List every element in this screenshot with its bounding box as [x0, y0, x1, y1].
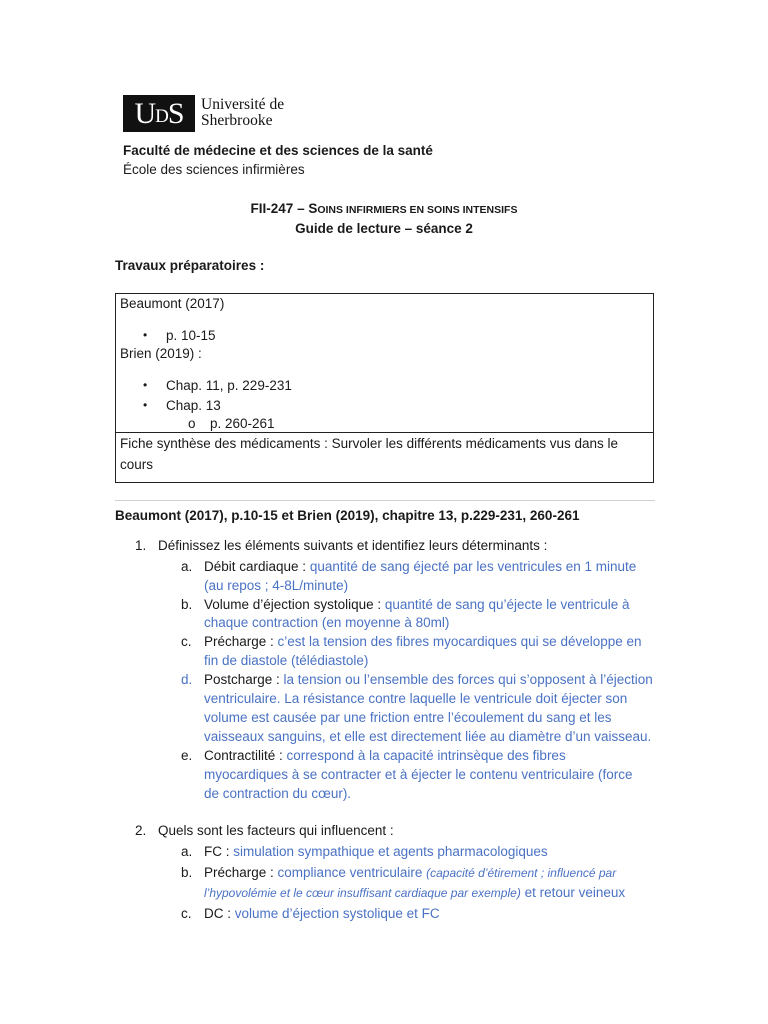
prep-heading: Travaux préparatoires : [115, 258, 265, 273]
q2b-answer-1-italic: (capacité d’étirement ; influencé par [426, 866, 617, 880]
fiche-line-2: cours [120, 457, 154, 472]
q1d-label: Postcharge : [204, 672, 284, 687]
course-name-rest: OINS INFIRMIERS EN SOINS INTENSIFS [317, 204, 518, 216]
q2b-answer-2: et retour veineux [520, 885, 626, 900]
q1e-line-2: myocardiques à se contracter et à éjecter le contenu ventriculaire (force [204, 767, 633, 782]
ref-brien-chap13-pages: p. 260-261 [210, 416, 275, 431]
q2c-line [204, 904, 440, 923]
school-name: École des sciences infirmières [123, 162, 305, 177]
q1-text: Définissez les éléments suivants et identifiez leurs déterminants : [158, 538, 548, 553]
q2c-answer: volume d’éjection systolique et FC [234, 906, 440, 921]
logo-mark-s: S [167, 97, 184, 130]
q2c-letter: c. [181, 906, 192, 921]
q2b-answer-2-italic: l’hypovolémie et le cœur insuffisant cardiaque par exemple) [204, 886, 521, 900]
q1a-line-2: (au repos ; 4-8L/minute) [204, 578, 349, 593]
q2a-line [204, 842, 548, 861]
course-name-first: S [308, 201, 318, 216]
q2b-answer-1: compliance ventriculaire [277, 865, 427, 880]
q1d-line-3: volume est causée par une friction entre l’écoulement du sang et les [204, 710, 612, 725]
q2b-label: Précharge : [204, 865, 278, 880]
logo-mark-d: D [155, 106, 168, 127]
section-divider [115, 500, 655, 501]
q1b-line-2: chaque contraction (en moyenne à 80ml) [204, 615, 450, 630]
uds-logo-text [201, 97, 284, 129]
logo-line-1: Université de [201, 96, 285, 113]
logo-line-2: Sherbrooke [201, 112, 273, 129]
q1a-label: Débit cardiaque : [204, 559, 310, 574]
faculty-name: Faculté de médecine et des sciences de la santé [123, 143, 433, 158]
q2c-label: DC : [204, 906, 235, 921]
q2b-line-1 [204, 863, 616, 883]
q1e-line-1 [204, 746, 566, 765]
q1c-answer: c’est la tension des fibres myocardiques qui se développe en [277, 634, 642, 649]
fiche-line-1: Fiche synthèse des médicaments : Survoler les différents médicaments vus dans le [120, 436, 618, 451]
q1d-letter: d. [181, 672, 193, 687]
q2a-letter: a. [181, 844, 193, 859]
guide-subtitle: Guide de lecture – séance 2 [295, 221, 473, 236]
q1d-answer: la tension ou l’ensemble des forces qui s’opposent à l’éjection [283, 672, 653, 687]
bullet: • [143, 378, 148, 392]
course-title [0, 199, 768, 220]
q1c-label: Précharge : [204, 634, 278, 649]
q2-number: 2. [135, 823, 147, 838]
sub-bullet: o [188, 416, 196, 431]
prep-box-divider [115, 432, 654, 433]
q1e-label: Contractilité : [204, 748, 287, 763]
ref-beaumont: Beaumont (2017) [120, 296, 225, 311]
q1b-letter: b. [181, 597, 193, 612]
logo-mark-u: U [134, 97, 156, 130]
uds-logo-mark [123, 95, 195, 132]
q1e-line-3: de contraction du cœur). [204, 786, 352, 801]
ref-beaumont-pages: p. 10-15 [166, 328, 216, 343]
section-heading: Beaumont (2017), p.10-15 et Brien (2019), chapitre 13, p.229-231, 260-261 [115, 508, 580, 523]
q2b-line-2 [204, 883, 625, 903]
ref-brien-chap11: Chap. 11, p. 229-231 [166, 378, 292, 393]
q1d-line-1 [204, 670, 653, 689]
ref-brien-chap13: Chap. 13 [166, 398, 221, 413]
q1a-line-1 [204, 557, 636, 576]
bullet: • [143, 328, 148, 342]
q1b-label: Volume d’éjection systolique : [204, 597, 385, 612]
q2a-answer: simulation sympathique et agents pharmacologiques [233, 844, 548, 859]
q1a-answer: quantité de sang éjecté par les ventricules en 1 minute [309, 559, 637, 574]
q1a-letter: a. [181, 559, 193, 574]
q1d-line-4: vaisseaux sanguins, et elle est directement liée au diamètre d’un vaisseau. [204, 729, 652, 744]
q1c-line-2: fin de diastole (télédiastole) [204, 653, 369, 668]
q1e-letter: e. [181, 748, 193, 763]
q2b-letter: b. [181, 865, 193, 880]
q2a-label: FC : [204, 844, 234, 859]
q1b-line-1 [204, 595, 630, 614]
q1d-line-2: ventriculaire. La résistance contre laquelle le ventricule doit éjecter son [204, 691, 628, 706]
bullet: • [143, 398, 148, 412]
q1e-answer: correspond à la capacité intrinsèque des fibres [286, 748, 566, 763]
course-code: FII-247 – [250, 201, 309, 216]
ref-brien: Brien (2019) : [120, 346, 202, 361]
q1-number: 1. [135, 538, 147, 553]
q1c-letter: c. [181, 634, 192, 649]
q1b-answer: quantité de sang qu’éjecte le ventricule à [384, 597, 630, 612]
q2-text: Quels sont les facteurs qui influencent : [158, 823, 394, 838]
q1c-line-1 [204, 632, 642, 651]
